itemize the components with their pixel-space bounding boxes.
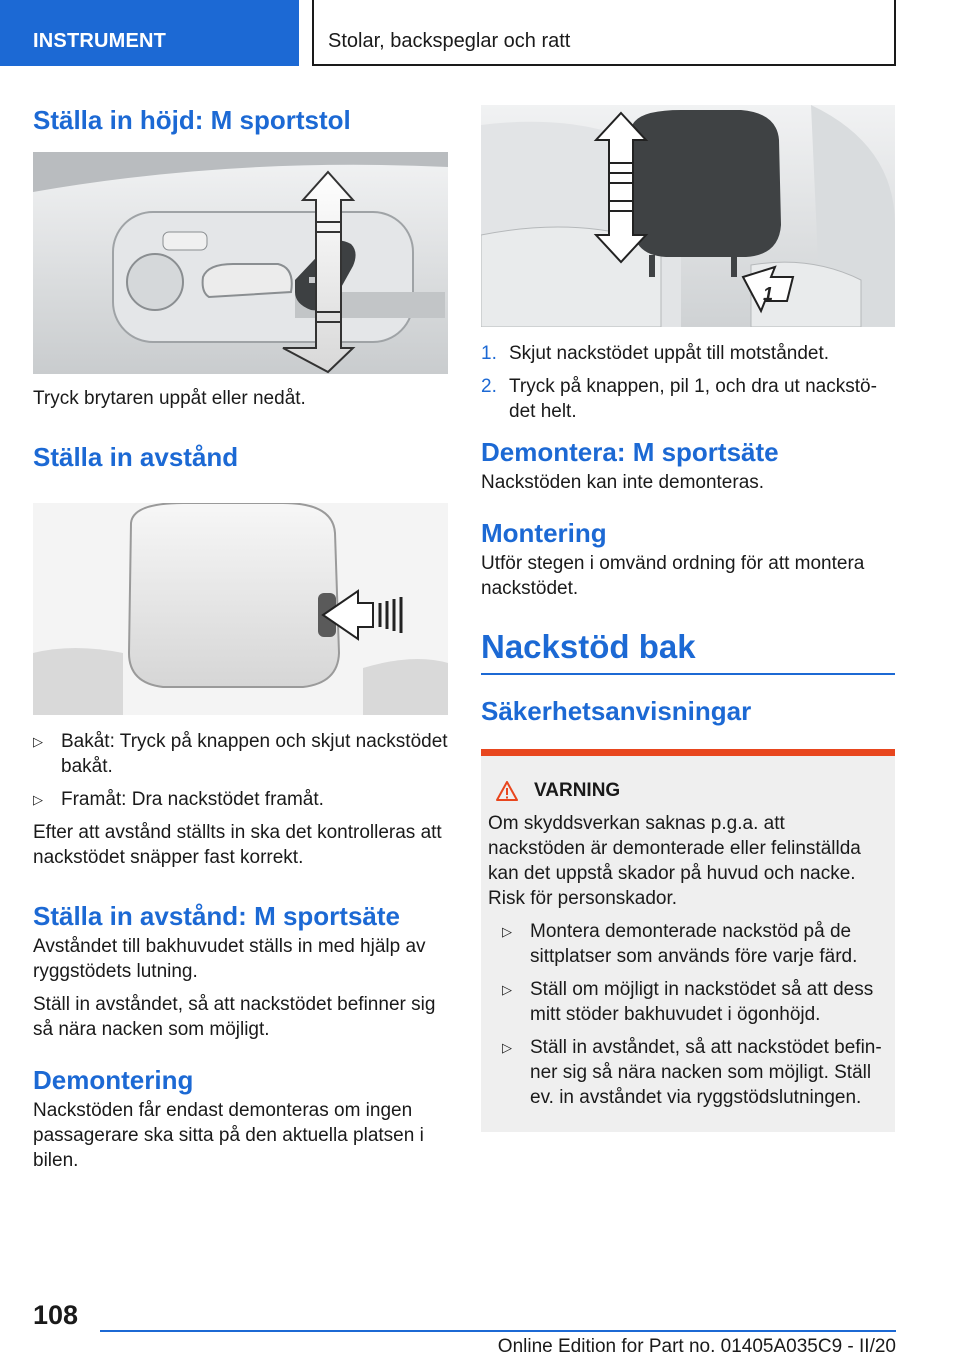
heading-height-sport-seat: Ställa in höjd: M sportstol	[33, 105, 351, 135]
removal-steps	[481, 341, 895, 424]
warning-title: VARNING	[488, 778, 885, 803]
triangle-right-icon: ▷	[33, 792, 43, 807]
remove-sport-text: Nackstöden kan inte demonteras.	[481, 472, 765, 493]
footer-divider	[100, 1330, 896, 1332]
list-item: 2. Tryck på knappen, pil 1, och dra ut nackstödet helt.	[481, 376, 877, 422]
sport-distance-text-1: Avståndet till bakhuvudet ställs in med hjälp av ryggstödets lutning.	[33, 936, 426, 982]
list-item: 1. Skjut nackstödet uppåt till motståndet.	[481, 343, 830, 364]
warning-box	[481, 749, 895, 1132]
heading-safety: Säkerhetsanvisningar	[481, 696, 752, 726]
headrest-distance-illustration	[33, 503, 448, 715]
step-number: 2.	[481, 376, 497, 397]
section-tab: INSTRUMENT	[0, 0, 299, 66]
callout-number: 1	[763, 284, 774, 304]
heading-distance: Ställa in avstånd	[33, 442, 239, 472]
sport-distance-text-2: Ställ in avståndet, så att nackstödet befinner sig så nära nacken som möjligt.	[33, 994, 436, 1040]
heading-removal: Demontering	[33, 1065, 194, 1095]
removal-text: Nackstöden får endast demonteras om ingen passagerare ska sitta på den aktuella platsen i bilen.	[33, 1100, 424, 1171]
warning-bullet-list	[488, 919, 885, 1110]
list-item: ▷ Montera demonterade nackstöd på de sittplatser som används före varje färd.	[502, 921, 858, 967]
heading-remove-sport-seat: Demontera: M sportsäte	[481, 437, 779, 467]
list-item: ▷ Bakåt: Tryck på knappen och skjut nackstödet bakåt.	[33, 731, 448, 777]
heading-rear-headrest: Nackstöd bak	[481, 628, 696, 665]
headrest-removal-illustration	[481, 105, 895, 327]
headrest-image	[33, 503, 448, 715]
page-number: 108	[33, 1300, 79, 1330]
heading-mounting: Montering	[481, 518, 607, 548]
triangle-right-icon: ▷	[502, 924, 512, 939]
warning-text: Om skyddsverkan saknas p.g.a. att nackstöden är demonterade eller felinställda kan det uppstå skador på huvud och nacke. Risk för personskador.	[488, 813, 861, 909]
page-header	[0, 0, 960, 66]
distance-bullet-list	[33, 729, 448, 812]
triangle-right-icon: ▷	[502, 1040, 512, 1055]
seat-switch-image	[33, 152, 448, 374]
distance-check-text: Efter att avstånd ställts in ska det kontrolleras att nackstödet snäpper fast korrekt.	[33, 822, 442, 868]
headrest-removal-image	[481, 105, 895, 327]
warning-triangle-icon	[496, 781, 518, 801]
mounting-text: Utför stegen i omvänd ordning för att montera nackstödet.	[481, 553, 865, 599]
right-column	[481, 105, 895, 1132]
heading-distance-sport-seat: Ställa in avstånd: M sportsäte	[33, 901, 400, 931]
triangle-right-icon: ▷	[502, 982, 512, 997]
chapter-title: Stolar, backspeglar och ratt	[312, 0, 896, 66]
list-item: ▷ Ställ in avståndet, så att nackstödet befinner sig så nära nacken som möjligt. Ställ ev. in avståndet via ryggstödslutningen.	[502, 1037, 882, 1108]
edition-text: Online Edition for Part no. 01405A035C9 - II/20	[497, 1336, 896, 1357]
list-item: ▷ Framåt: Dra nackstödet framåt.	[33, 789, 324, 810]
step-number: 1.	[481, 343, 497, 364]
left-column	[33, 100, 448, 1173]
height-instruction: Tryck brytaren uppåt eller nedåt.	[33, 388, 306, 409]
section-heading-rear-headrest	[481, 627, 895, 675]
triangle-right-icon: ▷	[33, 734, 43, 749]
list-item: ▷ Ställ om möjligt in nackstödet så att dess mitt stöder bakhuvudet i ögonhöjd.	[502, 979, 874, 1025]
seat-switch-illustration	[33, 152, 448, 374]
